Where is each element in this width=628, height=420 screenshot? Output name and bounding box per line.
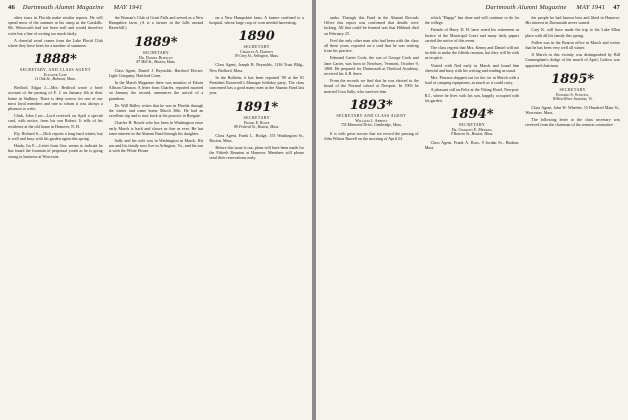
class-secretary-name: Dr. Charles E. Merrill <box>451 127 493 133</box>
class-note-paragraph: Dr. Will Ridley writes that he was in Florida through the winter and came home March 30th. He had an excellent trip and is now back at his practice in Ryegate. <box>108 102 204 119</box>
class-secretary-label: SECRETARY <box>458 122 486 128</box>
class-note-paragraph: Class Agent, Daniel J. Reynolds, Hartford Electric Light Company, Hartford Conn. <box>108 67 204 78</box>
class-secretary-label: SECRETARY <box>142 49 170 55</box>
class-note-paragraph: Charles H. Bowle who has been in Washington since early March is back and shows as fine as ever. He has some interest in the Alumni Fund through his daughter. <box>108 120 204 136</box>
text-column <box>8 15 103 416</box>
class-secretary-name: Eleazer Cate <box>43 72 67 78</box>
left-columns <box>8 15 304 416</box>
class-note-paragraph: Class Agent, Frank A. Ross, 9 Jordan St., Hudson, Mass. <box>424 140 520 151</box>
text-column <box>209 15 304 416</box>
class-secretary-name: Edward S. Stowell <box>556 91 590 97</box>
class-address: 11 Oak St., Belmont, Mass. <box>34 77 76 82</box>
class-heading <box>209 30 304 59</box>
class-note-paragraph: Cary K. will have made the trip to his Lake Ellen place with all his family this spring. <box>525 27 621 38</box>
class-year: 1895* <box>551 71 595 87</box>
right-page <box>316 0 628 420</box>
class-address: 80 Federal St., Boston, Mass. <box>234 124 280 129</box>
class-secretary-label: SECRETARY <box>243 44 270 50</box>
left-page <box>0 0 312 420</box>
class-secretary-label: SECRETARY AND CLASS AGENT <box>336 112 407 118</box>
class-note-paragraph: Mrs. Pearson shipped out for the ice in March with a load of camping equipment, as much as it could carry. <box>424 75 520 86</box>
class-heading <box>525 73 620 102</box>
class-secretary-label: SECRETARY <box>559 86 586 92</box>
class-note-paragraph: which "Happy" has done and will continue to do for the college. <box>424 15 520 26</box>
class-note-paragraph: From the records we find that he was elected to the board of the Normal school at Newport. In 1903 he married Cora Sally, who survives him. <box>324 78 419 94</box>
magazine-title: Dartmouth Alumni Magazine <box>485 4 567 11</box>
class-heading <box>109 36 204 65</box>
class-heading <box>8 53 103 82</box>
class-secretary-name: Frank E. Rowe <box>243 119 270 125</box>
class-note-paragraph: A pleasant call on Felix at the Viking Hotel, Newport, R.I., where he lives with his son, happily occupied with his garden. <box>424 87 520 103</box>
class-note-paragraph: Class Agent, John W. Wheeler, 15 Hundred Main St., Worcester, Mass. <box>525 104 621 116</box>
text-column <box>425 15 520 416</box>
class-address: 755 Memorial Drive, Cambridge, Mass. <box>340 122 402 127</box>
text-column <box>109 15 204 416</box>
class-note-paragraph: The class regrets that Mrs. Kenny and Daniel will not be able to make the fiftieth reunion, but they will be with us in spirit. <box>424 45 520 61</box>
class-note-paragraph: If March in this vicinity was distinguished by Bill Cunningham's dodge of the march of April, Garlow was appointed chairman. <box>525 52 621 68</box>
class-secretary-name: Charles A. Dabney <box>240 49 274 55</box>
page-number: 47 <box>613 4 620 11</box>
magazine-title: Dartmouth Alumni Magazine <box>22 4 104 11</box>
class-note-paragraph: It is with great sorrow that we record the passing of John Wilson Burrell on the morning of April 23. <box>324 130 419 142</box>
left-running-head <box>8 4 304 14</box>
class-note-paragraph: the people he had known best and liked in Hanover. His interest in Dartmouth never waned. <box>525 15 621 26</box>
class-note-paragraph: Fred the only other man who had been with the class all these years, reported on a card that he was retiring from his practice. <box>324 37 419 54</box>
class-note-paragraph: A cheerful word comes from the Lake Placid Club where they have been for a number of summers. <box>8 37 103 49</box>
class-note-paragraph: Before this issue is out, plans will have been made for the Fiftieth Reunion at Hanover. Members will please send their reservations early. <box>209 145 305 161</box>
class-address: Willow River Junction, Vt. <box>552 96 593 101</box>
text-column <box>324 15 419 416</box>
class-note-paragraph: Class Agent, Frank L. Hodge, 153 Washington St., Boston, Mass. <box>209 132 305 143</box>
class-address: 87 Mill St., Boston, Mass. <box>136 59 176 64</box>
class-secretary-name: William L. Abbott <box>355 117 388 123</box>
class-note-paragraph: In the Bulletin, it has been reported '90 at the 81 President Roosevelt's Manager birthday party. The class concerned has a good many men in the Alumni Fund last year. <box>209 74 305 96</box>
right-columns <box>324 15 620 416</box>
class-note-paragraph: on a New Hampshire farm. A farmer confined to a hospital, whose large crop of corn needed harvesting. <box>209 15 305 26</box>
class-year: 1888* <box>33 52 77 68</box>
class-year: 1891* <box>235 99 279 115</box>
class-year: 1890 <box>238 29 275 45</box>
class-note-paragraph: Sally and his wife was in Washington in March. His son and his family now live in Arlington, Va., and his son is with the White House. <box>108 138 204 154</box>
class-note-paragraph: Ely, Richard S.—Dick reports a long hard winter, but is well and busy with his garden again this spring. <box>8 130 103 142</box>
page-number: 46 <box>8 4 15 11</box>
class-secretary-label: SECRETARY <box>243 114 270 120</box>
class-heading <box>324 99 419 128</box>
class-note-paragraph: Clark, John Low—Lord received on April a special card, with notice, from his son Robert. It tells of his residence at the old home in Hanover, N. H. <box>8 113 103 129</box>
class-heading <box>209 101 304 130</box>
issue-date: MAY 1941 <box>576 4 606 11</box>
right-running-head <box>324 4 620 14</box>
class-note-paragraph: the Woman's Club of Great Falls and served as a New Hampshire farm. (A is a farmer in the hills around Haverhill.) <box>108 15 204 31</box>
class-note-paragraph: Bedford, Edgar J.—Mrs. Bedford wrote a brief account of the passing of E. J. on January 4th at their home in Sudbury. There is deep sorrow for one of our most loyal members and one to whom it was always a pleasure to write. <box>8 85 103 112</box>
issue-date: MAY 1941 <box>113 4 143 11</box>
class-note-paragraph: Pullen was in the Boston office in March and writes that he has been very well all winter. <box>525 39 621 51</box>
class-secretary-name: Dr. Daniel Bursley <box>138 54 174 60</box>
class-year: 1894* <box>450 107 494 123</box>
class-note-paragraph: Visited with Ned early in March and found him cheerful and busy with his writing and reading as usual. <box>424 62 520 73</box>
class-secretary-label: SECRETARY, AND CLASS AGENT <box>19 67 91 73</box>
class-address: 39 Grey St., Arlington, Mass. <box>234 54 279 59</box>
class-note-paragraph: other tours in Florida make similar reports. He will spend most of the summer at his camp in the Catskills. Mr. Winsworth had not been well and would therefore write but a line of writing too much lately. <box>8 15 103 36</box>
class-note-paragraph: Hardy, Ira F.—Letter from Gen. seems to indicate he has found the fountain of perpetual youth as he is going strong in business at Worcester. <box>8 143 103 159</box>
class-note-paragraph: The following letter to the class secretary was received from the chairman of the reunion committee. <box>525 117 621 128</box>
class-note-paragraph: Edmund Carter Cook, the son of George Cook and Jane Carter, was born in Newbury, Vermont, October 9, 1868. He prepared for Dartmouth at Thetford Academy, received his A.B. there. <box>324 55 419 77</box>
class-year: 1889* <box>134 34 178 50</box>
class-address: 9 Beacon St., Boston, Mass. <box>450 132 494 137</box>
class-note-paragraph: Friends of Harry D. H. have noted his retirement as Justice of the Municipal Court and many daily papers carried the notice of this event. <box>424 27 520 43</box>
text-column <box>525 15 620 416</box>
class-note-paragraph: Class Agent, Joseph B. Reynolds, 1136 Trust Bldg., New Bedford, Mass. <box>209 62 305 73</box>
class-note-paragraph: ranks. Through this Fund in the Alumni Records Office this report was confirmed that details were lacking. All that could be learned was that Hibbard died on February 25. <box>324 15 419 36</box>
class-heading <box>425 108 520 137</box>
class-year: 1893* <box>349 97 393 113</box>
class-note-paragraph: In the March Magazine there was mention of Edwin Allison Gleason. A letter from Charles, reported married on January the second, announces the arrival of a grandson. <box>108 80 204 101</box>
